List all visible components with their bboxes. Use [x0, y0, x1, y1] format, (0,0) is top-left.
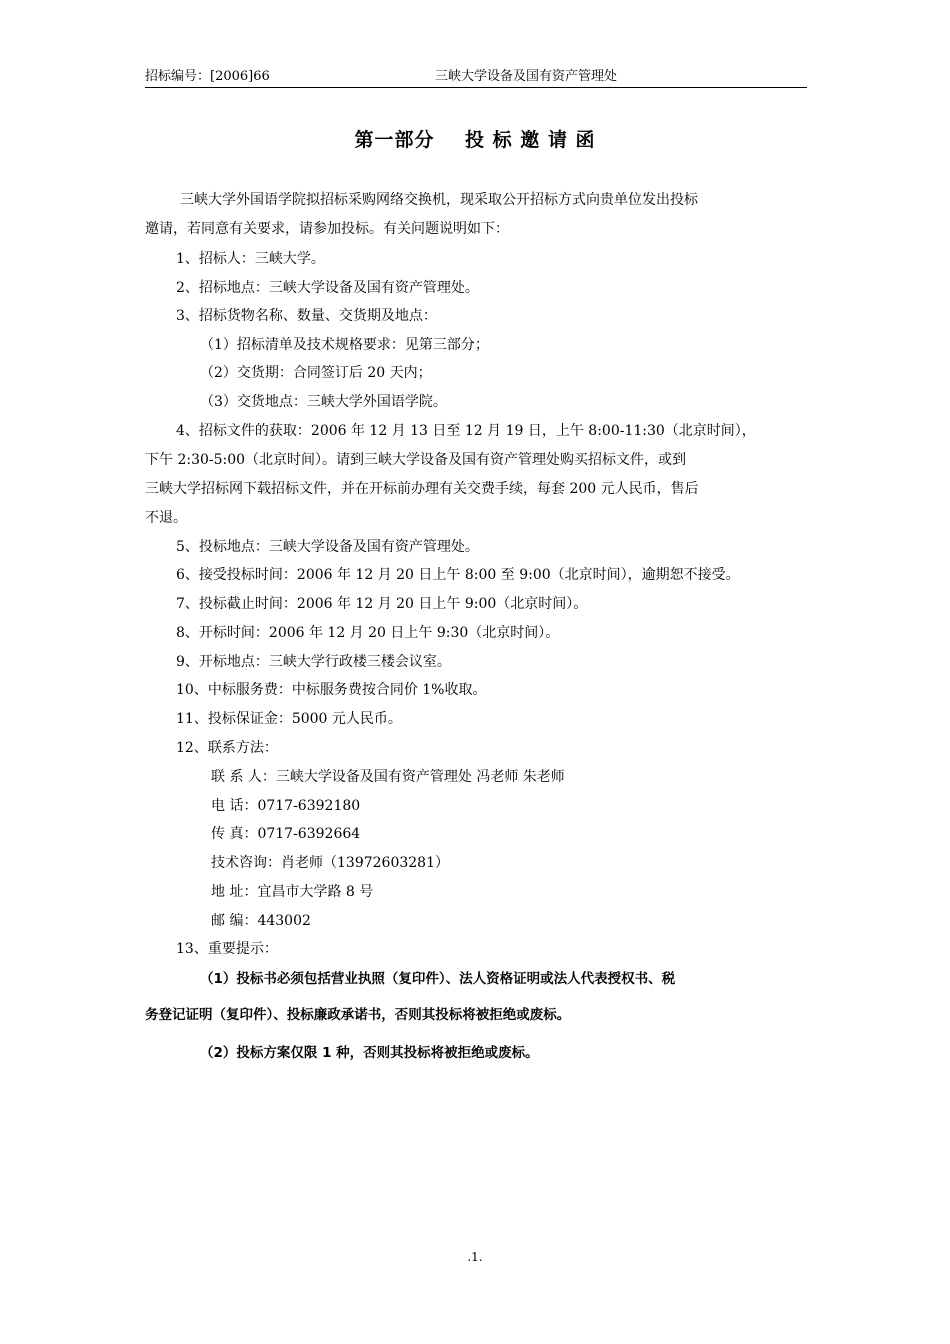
bid-number: 招标编号：[2006]66: [145, 69, 270, 84]
item-3-3: （3）交货地点：三峡大学外国语学院。: [200, 394, 447, 410]
item-4-line-2: 下午 2:30-5:00（北京时间）。请到三峡大学设备及国有资产管理处购买招标文件，或到: [145, 452, 687, 468]
intro-line-2: 邀请，若同意有关要求，请参加投标。有关问题说明如下：: [145, 221, 509, 237]
item-2: 2、招标地点：三峡大学设备及国有资产管理处。: [176, 280, 479, 296]
contact-postcode: 邮 编：443002: [211, 913, 311, 929]
notice-2: （2）投标方案仅限 1 种，否则其投标将被拒绝或废标。: [200, 1045, 539, 1061]
title-name: 投 标 邀 请 函: [465, 129, 596, 151]
item-3-1: （1）招标清单及技术规格要求：见第三部分；: [200, 337, 489, 353]
item-4-line-1: 4、招标文件的获取：2006 年 12 月 13 日至 12 月 19 日，上午 8:00-11:30（北京时间），: [176, 423, 756, 439]
item-5: 5、投标地点：三峡大学设备及国有资产管理处。: [176, 539, 479, 555]
notice-1-line-1: （1）投标书必须包括营业执照（复印件）、法人资格证明或法人代表授权书、税: [200, 971, 676, 987]
item-8: 8、开标时间：2006 年 12 月 20 日上午 9:30（北京时间）。: [176, 625, 560, 641]
page-title: [0, 125, 950, 152]
item-12: 12、联系方法：: [176, 740, 278, 756]
notice-1-line-2: 务登记证明（复印件）、投标廉政承诺书，否则其投标将被拒绝或废标。: [145, 1007, 571, 1023]
contact-tech: 技术咨询：肖老师（13972603281）: [211, 855, 449, 871]
contact-address: 地 址：宜昌市大学路 8 号: [211, 884, 374, 900]
item-3-2: （2）交货期：合同签订后 20 天内；: [200, 365, 432, 381]
intro-line-1: 三峡大学外国语学院拟招标采购网络交换机，现采取公开招标方式向贵单位发出投标: [180, 192, 698, 208]
contact-fax: 传 真：0717-6392664: [211, 826, 361, 842]
item-4-line-4: 不退。: [145, 510, 187, 526]
header-rule: [145, 87, 807, 88]
item-9: 9、开标地点：三峡大学行政楼三楼会议室。: [176, 654, 451, 670]
contact-phone: 电 话：0717-6392180: [211, 798, 361, 814]
item-6: 6、接受投标时间：2006 年 12 月 20 日上午 8:00 至 9:00（北京时间），逾期恕不接受。: [176, 567, 740, 583]
page-header: [145, 69, 807, 88]
contact-person: 联 系 人：三峡大学设备及国有资产管理处 冯老师 朱老师: [211, 769, 565, 785]
item-11: 11、投标保证金：5000 元人民币。: [176, 711, 402, 727]
item-10: 10、中标服务费：中标服务费按合同价 1%收取。: [176, 682, 487, 698]
item-7: 7、投标截止时间：2006 年 12 月 20 日上午 9:00（北京时间）。: [176, 596, 588, 612]
header-department: 三峡大学设备及国有资产管理处: [435, 69, 618, 84]
item-13: 13、重要提示：: [176, 941, 278, 957]
page-number: .1.: [467, 1250, 483, 1264]
item-1: 1、招标人：三峡大学。: [176, 251, 325, 267]
item-3: 3、招标货物名称、数量、交货期及地点：: [176, 308, 437, 324]
item-4-line-3: 三峡大学招标网下载招标文件，并在开标前办理有关交费手续，每套 200 元人民币，售后: [145, 481, 699, 497]
title-part: 第一部分: [354, 129, 435, 151]
